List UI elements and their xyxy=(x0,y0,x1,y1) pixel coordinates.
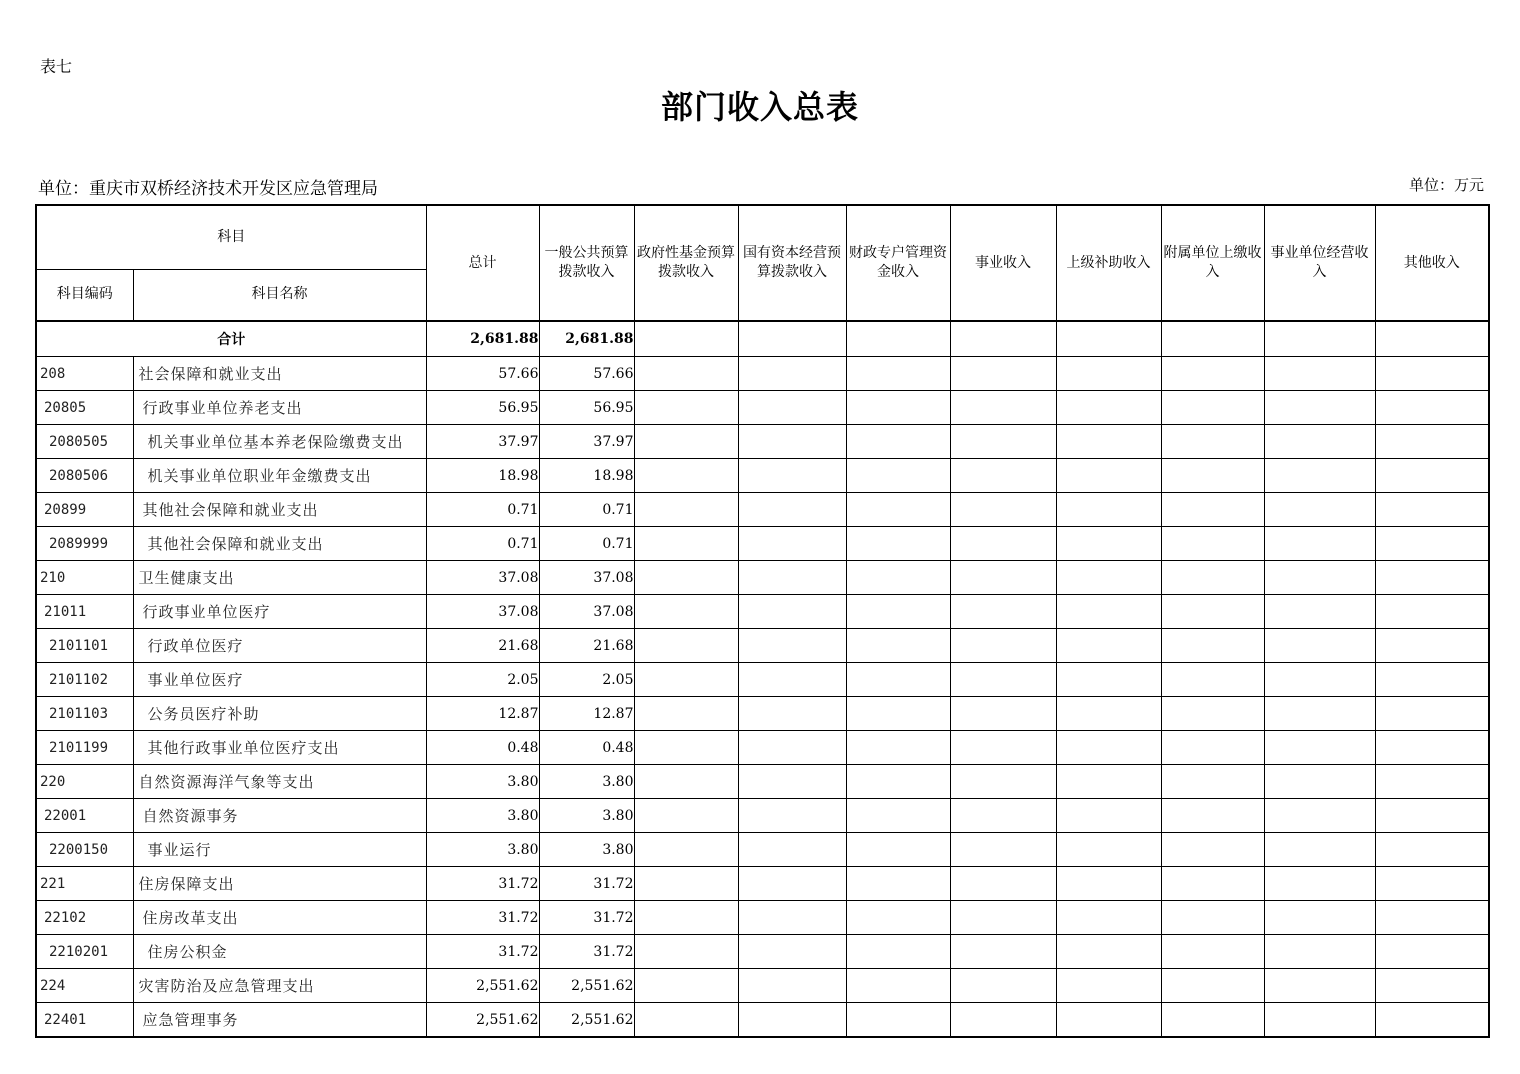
total-cell: 3.80 xyxy=(426,765,539,799)
header-operating-income: 事业单位经营收入 xyxy=(1264,205,1375,321)
empty-cell xyxy=(1056,1003,1161,1038)
empty-cell xyxy=(634,731,738,765)
empty-cell xyxy=(950,357,1056,391)
empty-cell xyxy=(1264,629,1375,663)
empty-cell xyxy=(1264,969,1375,1003)
total-cell: 0.71 xyxy=(426,527,539,561)
subject-code-cell: 2210201 xyxy=(36,935,133,969)
table-row xyxy=(36,561,1489,595)
subject-name-cell: 事业单位医疗 xyxy=(133,663,426,697)
empty-cell xyxy=(950,833,1056,867)
table-row xyxy=(36,391,1489,425)
total-sum-cell: 2,681.88 xyxy=(426,321,539,357)
empty-cell xyxy=(1161,561,1264,595)
header-total: 总计 xyxy=(426,205,539,321)
empty-cell xyxy=(846,493,950,527)
subject-code-cell: 2101102 xyxy=(36,663,133,697)
header-general-budget: 一般公共预算拨款收入 xyxy=(539,205,634,321)
subject-code-cell: 2101101 xyxy=(36,629,133,663)
empty-cell xyxy=(1161,901,1264,935)
general-budget-cell: 37.08 xyxy=(539,561,634,595)
total-label: 合计 xyxy=(36,321,426,357)
empty-cell xyxy=(634,357,738,391)
empty-cell xyxy=(1056,629,1161,663)
general-budget-cell: 0.48 xyxy=(539,731,634,765)
empty-cell xyxy=(738,935,846,969)
general-budget-cell: 37.97 xyxy=(539,425,634,459)
empty-cell xyxy=(1264,595,1375,629)
empty-cell xyxy=(1161,459,1264,493)
general-budget-cell: 2,551.62 xyxy=(539,969,634,1003)
empty-cell xyxy=(634,697,738,731)
subject-name-cell: 自然资源海洋气象等支出 xyxy=(133,765,426,799)
empty-cell xyxy=(1056,425,1161,459)
empty-cell xyxy=(1375,595,1489,629)
subject-name-cell: 应急管理事务 xyxy=(133,1003,426,1038)
empty-cell xyxy=(1264,731,1375,765)
subject-code-cell: 2080506 xyxy=(36,459,133,493)
empty-cell xyxy=(1056,833,1161,867)
empty-cell xyxy=(846,527,950,561)
total-cell: 0.71 xyxy=(426,493,539,527)
empty-cell xyxy=(950,595,1056,629)
subject-code-cell: 210 xyxy=(36,561,133,595)
empty-cell xyxy=(950,527,1056,561)
empty-cell xyxy=(634,901,738,935)
header-government-fund: 政府性基金预算拨款收入 xyxy=(634,205,738,321)
empty-cell xyxy=(950,697,1056,731)
header-special-account: 财政专户管理资金收入 xyxy=(846,205,950,321)
total-cell: 0.48 xyxy=(426,731,539,765)
subject-code-cell: 22001 xyxy=(36,799,133,833)
empty-cell xyxy=(1375,935,1489,969)
empty-cell xyxy=(738,697,846,731)
subject-code-cell: 224 xyxy=(36,969,133,1003)
subject-name-cell: 住房公积金 xyxy=(133,935,426,969)
empty-cell xyxy=(1264,459,1375,493)
empty-cell xyxy=(950,1003,1056,1038)
empty-cell xyxy=(1375,629,1489,663)
total-cell: 2,551.62 xyxy=(426,1003,539,1038)
total-general-cell: 2,681.88 xyxy=(539,321,634,357)
table-row xyxy=(36,833,1489,867)
general-budget-cell: 31.72 xyxy=(539,901,634,935)
empty-cell xyxy=(1264,425,1375,459)
empty-cell xyxy=(1056,561,1161,595)
empty-cell xyxy=(950,629,1056,663)
general-budget-cell: 12.87 xyxy=(539,697,634,731)
empty-cell xyxy=(1264,697,1375,731)
table-row xyxy=(36,425,1489,459)
general-budget-cell: 0.71 xyxy=(539,493,634,527)
empty-cell xyxy=(738,561,846,595)
empty-cell xyxy=(1375,731,1489,765)
empty-cell xyxy=(738,901,846,935)
empty-cell xyxy=(1056,901,1161,935)
empty-cell xyxy=(634,969,738,1003)
empty-cell xyxy=(950,901,1056,935)
empty-cell xyxy=(634,561,738,595)
empty-cell xyxy=(738,867,846,901)
general-budget-cell: 2.05 xyxy=(539,663,634,697)
empty-cell xyxy=(634,321,738,357)
empty-cell xyxy=(846,799,950,833)
subject-name-cell: 行政事业单位养老支出 xyxy=(133,391,426,425)
empty-cell xyxy=(1264,321,1375,357)
empty-cell xyxy=(634,493,738,527)
subject-name-cell: 住房改革支出 xyxy=(133,901,426,935)
empty-cell xyxy=(738,425,846,459)
empty-cell xyxy=(634,799,738,833)
empty-cell xyxy=(1264,901,1375,935)
empty-cell xyxy=(1375,561,1489,595)
total-cell: 37.97 xyxy=(426,425,539,459)
empty-cell xyxy=(846,629,950,663)
general-budget-cell: 56.95 xyxy=(539,391,634,425)
empty-cell xyxy=(1161,663,1264,697)
empty-cell xyxy=(1161,425,1264,459)
empty-cell xyxy=(950,561,1056,595)
empty-cell xyxy=(846,765,950,799)
empty-cell xyxy=(1375,459,1489,493)
empty-cell xyxy=(634,935,738,969)
empty-cell xyxy=(1161,493,1264,527)
empty-cell xyxy=(1161,527,1264,561)
header-subject-code: 科目编码 xyxy=(36,269,133,321)
total-cell: 31.72 xyxy=(426,867,539,901)
subject-code-cell: 2080505 xyxy=(36,425,133,459)
table-row xyxy=(36,1003,1489,1038)
table-row xyxy=(36,799,1489,833)
subject-name-cell: 机关事业单位职业年金缴费支出 xyxy=(133,459,426,493)
empty-cell xyxy=(950,391,1056,425)
subject-name-cell: 自然资源事务 xyxy=(133,799,426,833)
empty-cell xyxy=(1264,1003,1375,1038)
subject-name-cell: 住房保障支出 xyxy=(133,867,426,901)
empty-cell xyxy=(1056,935,1161,969)
empty-cell xyxy=(1056,969,1161,1003)
general-budget-cell: 3.80 xyxy=(539,833,634,867)
subject-code-cell: 21011 xyxy=(36,595,133,629)
empty-cell xyxy=(846,1003,950,1038)
general-budget-cell: 31.72 xyxy=(539,867,634,901)
total-cell: 57.66 xyxy=(426,357,539,391)
table-row xyxy=(36,935,1489,969)
subject-code-cell: 2089999 xyxy=(36,527,133,561)
empty-cell xyxy=(846,833,950,867)
empty-cell xyxy=(1161,833,1264,867)
subject-code-cell: 2101199 xyxy=(36,731,133,765)
empty-cell xyxy=(846,663,950,697)
empty-cell xyxy=(1264,833,1375,867)
empty-cell xyxy=(1056,663,1161,697)
empty-cell xyxy=(1375,391,1489,425)
table-row xyxy=(36,765,1489,799)
empty-cell xyxy=(1264,935,1375,969)
table-row xyxy=(36,867,1489,901)
subject-name-cell: 行政事业单位医疗 xyxy=(133,595,426,629)
table-row xyxy=(36,493,1489,527)
subject-name-cell: 行政单位医疗 xyxy=(133,629,426,663)
subject-name-cell: 公务员医疗补助 xyxy=(133,697,426,731)
table-row xyxy=(36,731,1489,765)
empty-cell xyxy=(846,901,950,935)
empty-cell xyxy=(1375,357,1489,391)
total-cell: 3.80 xyxy=(426,799,539,833)
empty-cell xyxy=(738,493,846,527)
subject-name-cell: 机关事业单位基本养老保险缴费支出 xyxy=(133,425,426,459)
empty-cell xyxy=(846,595,950,629)
empty-cell xyxy=(846,357,950,391)
empty-cell xyxy=(950,799,1056,833)
empty-cell xyxy=(1375,425,1489,459)
total-cell: 37.08 xyxy=(426,561,539,595)
empty-cell xyxy=(1161,391,1264,425)
empty-cell xyxy=(634,867,738,901)
subject-name-cell: 其他社会保障和就业支出 xyxy=(133,493,426,527)
total-cell: 18.98 xyxy=(426,459,539,493)
empty-cell xyxy=(738,731,846,765)
empty-cell xyxy=(950,867,1056,901)
empty-cell xyxy=(1056,697,1161,731)
empty-cell xyxy=(1161,969,1264,1003)
empty-cell xyxy=(846,459,950,493)
empty-cell xyxy=(1375,663,1489,697)
empty-cell xyxy=(1375,765,1489,799)
table-row xyxy=(36,527,1489,561)
subject-code-cell: 221 xyxy=(36,867,133,901)
general-budget-cell: 3.80 xyxy=(539,799,634,833)
table-row xyxy=(36,595,1489,629)
empty-cell xyxy=(738,969,846,1003)
empty-cell xyxy=(1375,697,1489,731)
total-cell: 3.80 xyxy=(426,833,539,867)
subject-code-cell: 22102 xyxy=(36,901,133,935)
empty-cell xyxy=(738,391,846,425)
general-budget-cell: 0.71 xyxy=(539,527,634,561)
empty-cell xyxy=(1264,867,1375,901)
table-label: 表七 xyxy=(40,57,73,76)
unit-currency: 单位：万元 xyxy=(1408,176,1484,194)
empty-cell xyxy=(1161,629,1264,663)
total-cell: 21.68 xyxy=(426,629,539,663)
subject-code-cell: 22401 xyxy=(36,1003,133,1038)
table-row xyxy=(36,901,1489,935)
subject-name-cell: 其他社会保障和就业支出 xyxy=(133,527,426,561)
empty-cell xyxy=(1264,663,1375,697)
empty-cell xyxy=(846,969,950,1003)
subject-name-cell: 灾害防治及应急管理支出 xyxy=(133,969,426,1003)
empty-cell xyxy=(950,765,1056,799)
empty-cell xyxy=(738,527,846,561)
empty-cell xyxy=(738,629,846,663)
empty-cell xyxy=(1375,901,1489,935)
general-budget-cell: 31.72 xyxy=(539,935,634,969)
empty-cell xyxy=(846,867,950,901)
empty-cell xyxy=(950,459,1056,493)
empty-cell xyxy=(1056,765,1161,799)
empty-cell xyxy=(950,425,1056,459)
header-superior-subsidy: 上级补助收入 xyxy=(1056,205,1161,321)
empty-cell xyxy=(846,561,950,595)
empty-cell xyxy=(1056,867,1161,901)
empty-cell xyxy=(738,357,846,391)
empty-cell xyxy=(846,935,950,969)
empty-cell xyxy=(1264,391,1375,425)
total-cell: 37.08 xyxy=(426,595,539,629)
empty-cell xyxy=(738,321,846,357)
subject-name-cell: 卫生健康支出 xyxy=(133,561,426,595)
subject-code-cell: 20899 xyxy=(36,493,133,527)
empty-cell xyxy=(738,1003,846,1038)
unit-organization: 单位：重庆市双桥经济技术开发区应急管理局 xyxy=(38,179,378,199)
empty-cell xyxy=(950,321,1056,357)
empty-cell xyxy=(1264,527,1375,561)
table-row xyxy=(36,969,1489,1003)
empty-cell xyxy=(1161,765,1264,799)
empty-cell xyxy=(634,527,738,561)
table-row xyxy=(36,459,1489,493)
empty-cell xyxy=(950,663,1056,697)
empty-cell xyxy=(738,595,846,629)
empty-cell xyxy=(1056,459,1161,493)
empty-cell xyxy=(1161,357,1264,391)
empty-cell xyxy=(634,629,738,663)
empty-cell xyxy=(738,459,846,493)
empty-cell xyxy=(1264,357,1375,391)
empty-cell xyxy=(634,391,738,425)
empty-cell xyxy=(1161,697,1264,731)
empty-cell xyxy=(1264,561,1375,595)
empty-cell xyxy=(634,765,738,799)
empty-cell xyxy=(1056,799,1161,833)
empty-cell xyxy=(738,765,846,799)
empty-cell xyxy=(950,935,1056,969)
subject-code-cell: 208 xyxy=(36,357,133,391)
empty-cell xyxy=(1161,321,1264,357)
empty-cell xyxy=(738,799,846,833)
empty-cell xyxy=(1375,867,1489,901)
empty-cell xyxy=(738,663,846,697)
subject-code-cell: 20805 xyxy=(36,391,133,425)
general-budget-cell: 18.98 xyxy=(539,459,634,493)
empty-cell xyxy=(1375,799,1489,833)
empty-cell xyxy=(950,731,1056,765)
empty-cell xyxy=(846,425,950,459)
empty-cell xyxy=(1375,321,1489,357)
empty-cell xyxy=(950,493,1056,527)
general-budget-cell: 21.68 xyxy=(539,629,634,663)
header-subject-name: 科目名称 xyxy=(133,269,426,321)
empty-cell xyxy=(1375,1003,1489,1038)
empty-cell xyxy=(1264,493,1375,527)
general-budget-cell: 57.66 xyxy=(539,357,634,391)
subject-name-cell: 社会保障和就业支出 xyxy=(133,357,426,391)
empty-cell xyxy=(1056,731,1161,765)
empty-cell xyxy=(1056,321,1161,357)
empty-cell xyxy=(634,595,738,629)
table-row xyxy=(36,629,1489,663)
empty-cell xyxy=(1375,969,1489,1003)
empty-cell xyxy=(1056,357,1161,391)
subject-code-cell: 2101103 xyxy=(36,697,133,731)
total-cell: 12.87 xyxy=(426,697,539,731)
header-affiliated-remit: 附属单位上缴收入 xyxy=(1161,205,1264,321)
empty-cell xyxy=(846,731,950,765)
empty-cell xyxy=(1056,595,1161,629)
empty-cell xyxy=(1161,799,1264,833)
empty-cell xyxy=(634,663,738,697)
table-row xyxy=(36,663,1489,697)
table-row xyxy=(36,697,1489,731)
empty-cell xyxy=(1161,595,1264,629)
header-business-income: 事业收入 xyxy=(950,205,1056,321)
total-cell: 31.72 xyxy=(426,935,539,969)
general-budget-cell: 3.80 xyxy=(539,765,634,799)
empty-cell xyxy=(846,391,950,425)
total-row xyxy=(36,321,1489,357)
header-other-income: 其他收入 xyxy=(1375,205,1489,321)
table-row xyxy=(36,357,1489,391)
empty-cell xyxy=(634,459,738,493)
empty-cell xyxy=(950,969,1056,1003)
empty-cell xyxy=(1375,493,1489,527)
total-cell: 31.72 xyxy=(426,901,539,935)
empty-cell xyxy=(1161,935,1264,969)
empty-cell xyxy=(1375,527,1489,561)
empty-cell xyxy=(1161,731,1264,765)
empty-cell xyxy=(846,697,950,731)
empty-cell xyxy=(738,833,846,867)
subject-code-cell: 2200150 xyxy=(36,833,133,867)
subject-name-cell: 事业运行 xyxy=(133,833,426,867)
income-summary-table xyxy=(35,204,1490,1038)
general-budget-cell: 2,551.62 xyxy=(539,1003,634,1038)
empty-cell xyxy=(1264,799,1375,833)
empty-cell xyxy=(1161,1003,1264,1038)
empty-cell xyxy=(1056,391,1161,425)
total-cell: 2.05 xyxy=(426,663,539,697)
header-state-capital: 国有资本经营预算拨款收入 xyxy=(738,205,846,321)
header-subject: 科目 xyxy=(36,205,426,269)
empty-cell xyxy=(1264,765,1375,799)
empty-cell xyxy=(634,425,738,459)
total-cell: 2,551.62 xyxy=(426,969,539,1003)
subject-name-cell: 其他行政事业单位医疗支出 xyxy=(133,731,426,765)
empty-cell xyxy=(1375,833,1489,867)
empty-cell xyxy=(1056,493,1161,527)
page-title: 部门收入总表 xyxy=(660,88,859,126)
empty-cell xyxy=(1056,527,1161,561)
empty-cell xyxy=(846,321,950,357)
empty-cell xyxy=(634,833,738,867)
total-cell: 56.95 xyxy=(426,391,539,425)
empty-cell xyxy=(1161,867,1264,901)
subject-code-cell: 220 xyxy=(36,765,133,799)
general-budget-cell: 37.08 xyxy=(539,595,634,629)
empty-cell xyxy=(634,1003,738,1038)
